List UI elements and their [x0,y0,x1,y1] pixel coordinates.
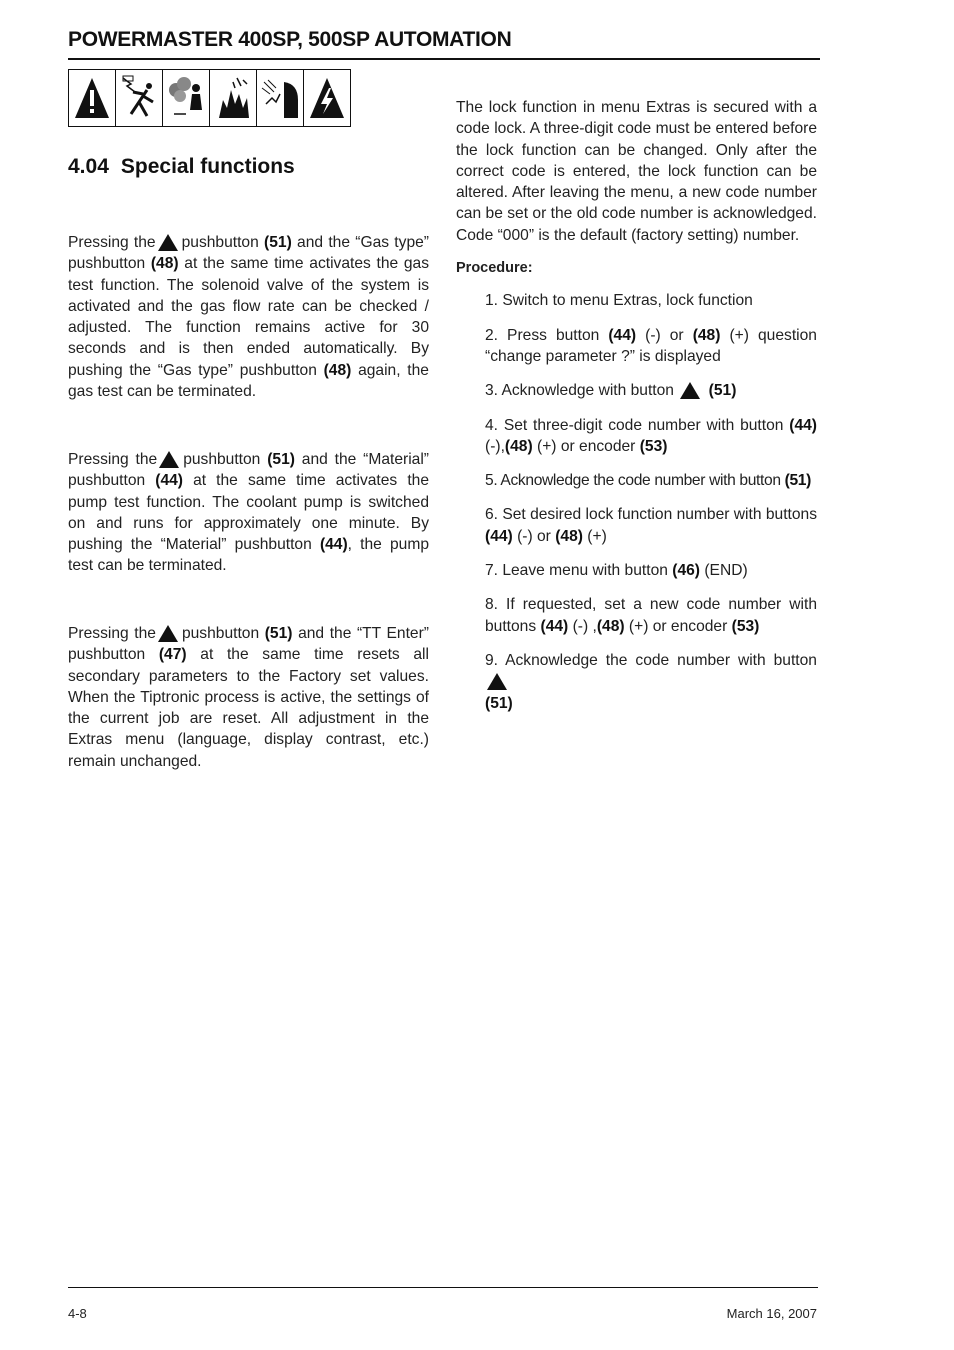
title-rule [68,58,820,60]
step-1: 1. Switch to menu Extras, lock function [485,292,753,310]
step-2: 2. Press button (44) (-) or (48) (+) question “change parameter ?” is displayed [485,326,817,365]
high-voltage-icon [304,70,350,126]
procedure-label: Procedure: [456,260,533,277]
step-5: 5. Acknowledge the code number with button (51) [485,472,811,490]
footer-date: March 16, 2007 [726,1306,817,1321]
procedure-steps [456,290,817,713]
up-arrow-icon [159,451,179,468]
arc-rays-icon [257,70,304,126]
fumes-icon [163,70,210,126]
pump-test-paragraph: Pressing the pushbutton (51) and the “Material” pushbutton (44) at the same time activates the pump test function. The coolant pump is switched on and runs for approximately one minute. By pushing the “Material” pushbutton (44), the pump test can be terminated. [68,451,429,575]
page-number: 4-8 [68,1306,87,1321]
up-arrow-icon [487,673,507,690]
section-number: 4.04 [68,155,109,178]
fire-explosion-icon [210,70,257,126]
lock-function-column [456,97,817,727]
up-arrow-icon [158,234,178,251]
lock-intro: The lock function in menu Extras is secured with a code lock. A three-digit code must be entered before the lock function can be changed. Only after the correct code is entered, the lock function can be altered. After leaving the menu, a new code number can be set or the old code number is acknowledged. Code “000” is the default (factory setting) number. [456,99,817,244]
step-4: 4. Set three-digit code number with button (44) (-),(48) (+) or encoder (53) [485,416,817,455]
electric-shock-person-icon [116,70,163,126]
step-8: 8. If requested, set a new code number with buttons (44) (-) ,(48) (+) or encoder (53) [485,596,817,635]
reset-paragraph: Pressing the pushbutton (51) and the “TT Enter” pushbutton (47) at the same time resets all secondary parameters to the Factory set values. When the Tiptronic process is active, the settings of the current job are reset. All adjustment in the Extras menu (language, display contrast, etc.) remain unchanged. [68,625,429,770]
footer-rule [68,1287,818,1288]
step-3: 3. Acknowledge with button (51) [485,382,737,400]
warning-icon [69,70,116,126]
up-arrow-icon [158,625,178,642]
section-title: Special functions [120,155,295,178]
step-6: 6. Set desired lock function number with buttons (44) (-) or (48) (+) [485,506,817,545]
section-heading [68,155,295,179]
step-7: 7. Leave menu with button (46) (END) [485,562,748,580]
step-9: 9. Acknowledge the code number with button (51) [485,651,817,712]
document-title: POWERMASTER 400SP, 500SP AUTOMATION [68,28,512,51]
gas-test-paragraph: Pressing the pushbutton (51) and the “Gas type” pushbutton (48) at the same time activates the gas test function. The solenoid valve of the system is activated and the gas flow rate can be checked / adjusted. The function remains active for 30 seconds and is then ended automatically. By pushing the “Gas type” pushbutton (48) again, the gas test can be terminated. [68,234,429,401]
warning-icons-strip [68,69,351,127]
up-arrow-icon [680,382,700,399]
